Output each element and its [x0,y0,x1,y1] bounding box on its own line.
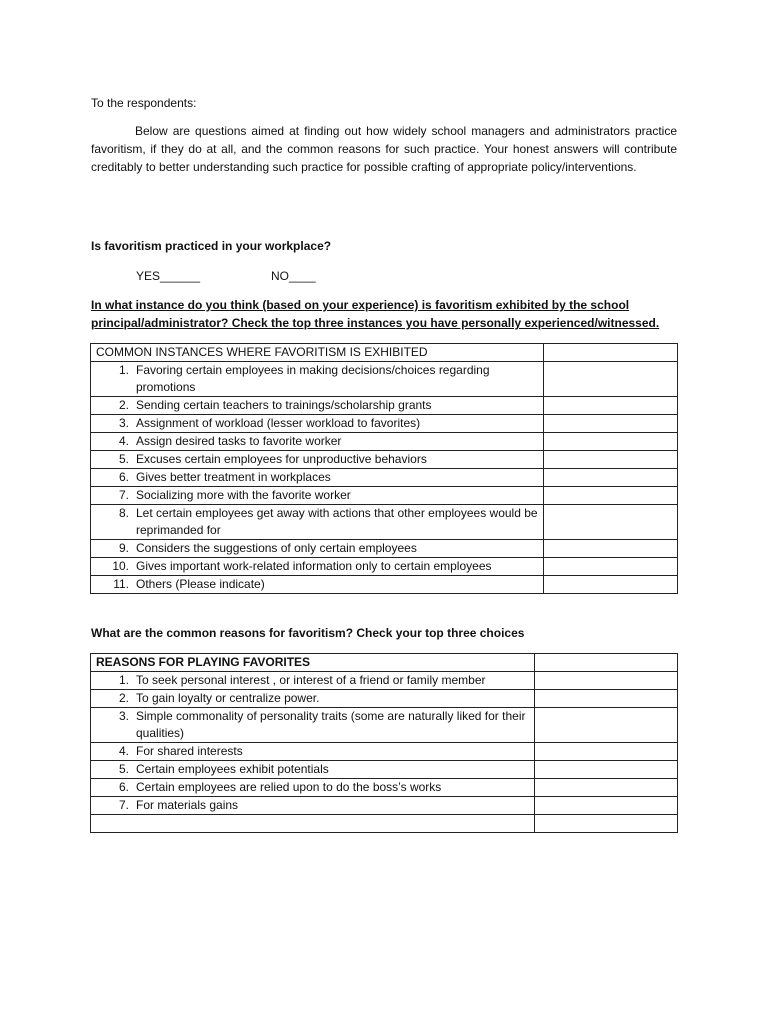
empty-row [91,815,678,833]
item-number: 7. [118,798,129,812]
item-cell [91,397,544,415]
table-row [91,469,678,487]
q1-yes-blank[interactable]: YES______ [136,269,201,283]
item-text: Others (Please indicate) [136,577,265,591]
item-cell [91,415,544,433]
item-text: Gives better treatment in workplaces [136,470,331,484]
list-item [91,469,543,486]
item-text: Certain employees are relied upon to do the boss’s works [136,780,442,794]
greeting: To the respondents: [91,96,197,110]
item-text: Certain employees exhibit potentials [136,762,329,776]
item-number: 6. [118,780,129,794]
check-cell[interactable] [544,433,678,451]
check-cell[interactable] [535,654,678,672]
check-cell[interactable] [535,779,678,797]
check-cell[interactable] [544,469,678,487]
check-cell[interactable] [535,815,678,833]
item-number: 9. [118,541,129,555]
list-item [91,708,534,742]
list-item [91,779,534,796]
table-row [91,540,678,558]
check-cell[interactable] [535,672,678,690]
q3-question: What are the common reasons for favoritism? Check your top three choices [91,626,525,640]
check-cell[interactable] [535,743,678,761]
instances-table [90,343,678,594]
item-number: 7. [118,488,129,502]
blank-cell[interactable] [91,815,535,833]
item-number: 1. [118,363,129,377]
item-cell [91,362,544,397]
check-cell[interactable] [544,451,678,469]
q1-no-blank[interactable]: NO____ [271,269,316,283]
check-cell[interactable] [544,415,678,433]
table-row [91,558,678,576]
item-cell [91,433,544,451]
item-cell [91,451,544,469]
item-number: 1. [118,673,129,687]
instances-table-header-row [91,344,678,362]
intro-paragraph [91,122,677,176]
item-cell [91,487,544,505]
item-text: Socializing more with the favorite worker [136,488,351,502]
item-number: 4. [118,434,129,448]
check-cell[interactable] [535,708,678,743]
table-row [91,690,678,708]
item-text: Let certain employees get away with actions that other employees would be reprimanded for [136,506,538,537]
item-number: 11. [113,577,129,591]
item-number: 8. [118,506,129,520]
check-cell[interactable] [544,576,678,594]
check-cell[interactable] [544,558,678,576]
table-row [91,505,678,540]
item-number: 6. [118,470,129,484]
item-number: 5. [118,762,129,776]
table-row [91,487,678,505]
check-cell[interactable] [535,690,678,708]
item-cell [91,558,544,576]
item-number: 3. [118,416,129,430]
table-row [91,576,678,594]
table-row [91,397,678,415]
check-cell[interactable] [535,797,678,815]
item-text: Considers the suggestions of only certain employees [136,541,417,555]
item-cell [91,505,544,540]
list-item [91,397,543,414]
list-item [91,451,543,468]
item-cell [91,779,535,797]
table-row [91,708,678,743]
item-cell [91,761,535,779]
item-text: Assign desired tasks to favorite worker [136,434,342,448]
item-text: Gives important work-related information only to certain employees [136,559,492,573]
check-cell[interactable] [544,397,678,415]
item-cell [91,540,544,558]
item-text: Excuses certain employees for unproductive behaviors [136,452,427,466]
item-number: 4. [118,744,129,758]
item-text: Sending certain teachers to trainings/scholarship grants [136,398,432,412]
item-text: Favoring certain employees in making decisions/choices regarding promotions [136,363,490,394]
check-cell[interactable] [544,362,678,397]
item-cell [91,743,535,761]
item-cell [91,797,535,815]
item-number: 3. [118,709,129,723]
table-row [91,415,678,433]
item-text: Assignment of workload (lesser workload to favorites) [136,416,421,430]
item-text: For shared interests [136,744,243,758]
list-item [91,362,543,396]
reasons-table-header-row [91,654,678,672]
item-number: 2. [118,398,129,412]
check-cell[interactable] [544,344,678,362]
item-cell [91,576,544,594]
list-item [91,415,543,432]
list-item [91,797,534,814]
table-row [91,362,678,397]
item-cell [91,708,535,743]
list-item [91,672,534,689]
q2-question: In what instance do you think (based on your experience) is favoritism exhibited by the school principal/administrator? Check the top three instances you have personally experienced/witnessed. [91,298,660,330]
instances-table-header: COMMON INSTANCES WHERE FAVORITISM IS EXHIBITED [91,344,544,362]
list-item [91,540,543,557]
table-row [91,797,678,815]
table-row [91,433,678,451]
table-row [91,672,678,690]
check-cell[interactable] [535,761,678,779]
intro-text: Below are questions aimed at finding out how widely school managers and administrators practice favoritism, if they do at all, and the common reasons for such practice. Your honest answers will contribute creditably to better understanding such practice for possible crafting of appropriate policy/interventions. [91,124,677,174]
table-row [91,743,678,761]
item-cell [91,469,544,487]
table-row [91,779,678,797]
check-cell[interactable] [544,540,678,558]
item-cell [91,690,535,708]
check-cell[interactable] [544,487,678,505]
reasons-table-header: REASONS FOR PLAYING FAVORITES [91,654,535,672]
item-cell [91,672,535,690]
item-text: To seek personal interest , or interest of a friend or family member [136,673,486,687]
item-text: For materials gains [136,798,239,812]
list-item [91,690,534,707]
reasons-table [90,653,678,833]
item-number: 10. [112,559,129,573]
item-text: Simple commonality of personality traits (some are naturally liked for their qualities) [136,709,526,740]
item-number: 5. [118,452,129,466]
table-row [91,761,678,779]
list-item [91,576,543,593]
check-cell[interactable] [544,505,678,540]
list-item [91,505,543,539]
item-number: 2. [118,691,129,705]
list-item [91,433,543,450]
list-item [91,558,543,575]
q1-question: Is favoritism practiced in your workplace? [91,239,332,253]
list-item [91,761,534,778]
list-item [91,487,543,504]
table-row [91,451,678,469]
list-item [91,743,534,760]
item-text: To gain loyalty or centralize power. [136,691,320,705]
